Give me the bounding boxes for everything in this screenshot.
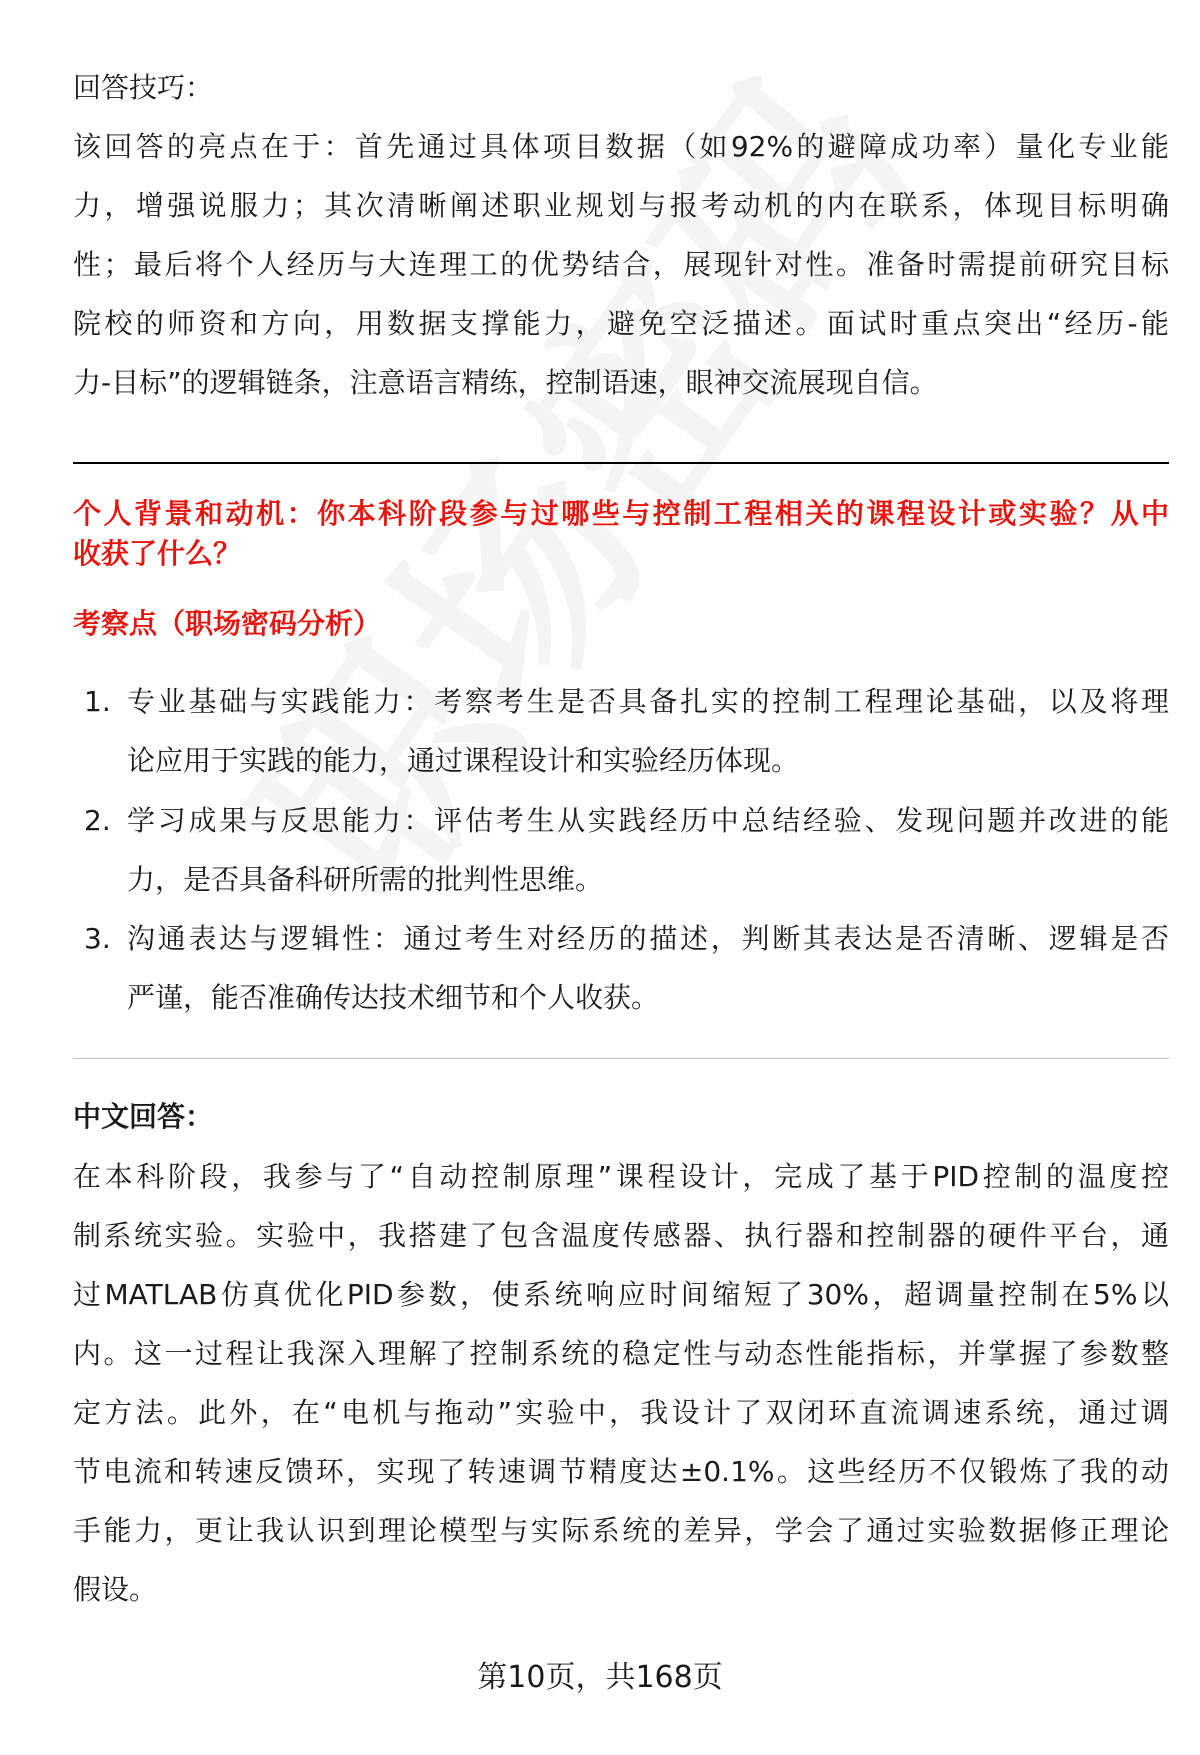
list-number: 2. [84,804,111,837]
tips-line: 院校的师资和方向，用数据支撑能力，避免空泛描述。面试时重点突出“经历-能 [73,307,1169,340]
list-number: 1. [84,685,111,718]
section-divider [73,1058,1169,1059]
list-item: 力，是否具备科研所需的批判性思维。 [127,863,604,896]
section-divider [73,462,1169,464]
list-item: 论应用于实践的能力，通过课程设计和实验经历体现。 [127,744,800,777]
list-number: 3. [84,922,111,955]
list-item: 专业基础与实践能力：考察考生是否具备扎实的控制工程理论基础，以及将理 [127,685,1169,718]
analysis-title: 考察点（职场密码分析） [73,607,382,640]
tips-title: 回答技巧： [73,71,214,104]
answer-line: 假设。 [73,1573,158,1606]
answer-line: 内。这一过程让我深入理解了控制系统的稳定性与动态性能指标，并掌握了参数整 [73,1337,1169,1370]
tips-line: 力-目标”的逻辑链条，注意语言精练，控制语速，眼神交流展现自信。 [73,366,938,399]
answer-line: 节电流和转速反馈环，实现了转速调节精度达±0.1%。这些经历不仅锻炼了我的动 [73,1455,1169,1488]
tips-line: 性；最后将个人经历与大连理工的优势结合，展现针对性。准备时需提前研究目标 [73,248,1169,281]
tips-line: 力，增强说服力；其次清晰阐述职业规划与报考动机的内在联系，体现目标明确 [73,189,1169,222]
list-item: 学习成果与反思能力：评估考生从实践经历中总结经验、发现问题并改进的能 [127,804,1169,837]
question-heading: 个人背景和动机：你本科阶段参与过哪些与控制工程相关的课程设计或实验？从中 [73,497,1169,530]
answer-line: 手能力，更让我认识到理论模型与实际系统的差异，学会了通过实验数据修正理论 [73,1514,1169,1547]
answer-title: 中文回答： [73,1100,214,1133]
answer-line: 定方法。此外，在“电机与拖动”实验中，我设计了双闭环直流调速系统，通过调 [73,1396,1169,1429]
question-heading: 收获了什么？ [73,537,242,570]
answer-line: 在本科阶段，我参与了“自动控制原理”课程设计，完成了基于PID控制的温度控 [73,1160,1169,1193]
answer-line: 制系统实验。实验中，我搭建了包含温度传感器、执行器和控制器的硬件平台，通 [73,1219,1169,1252]
tips-line: 该回答的亮点在于：首先通过具体项目数据（如92%的避障成功率）量化专业能 [73,130,1169,163]
answer-line: 过MATLAB仿真优化PID参数，使系统响应时间缩短了30%，超调量控制在5%以 [73,1278,1169,1311]
list-item: 严谨，能否准确传达技术细节和个人收获。 [127,981,660,1014]
list-item: 沟通表达与逻辑性：通过考生对经历的描述，判断其表达是否清晰、逻辑是否 [127,922,1169,955]
page-number: 第10页，共168页 [477,1660,723,1695]
